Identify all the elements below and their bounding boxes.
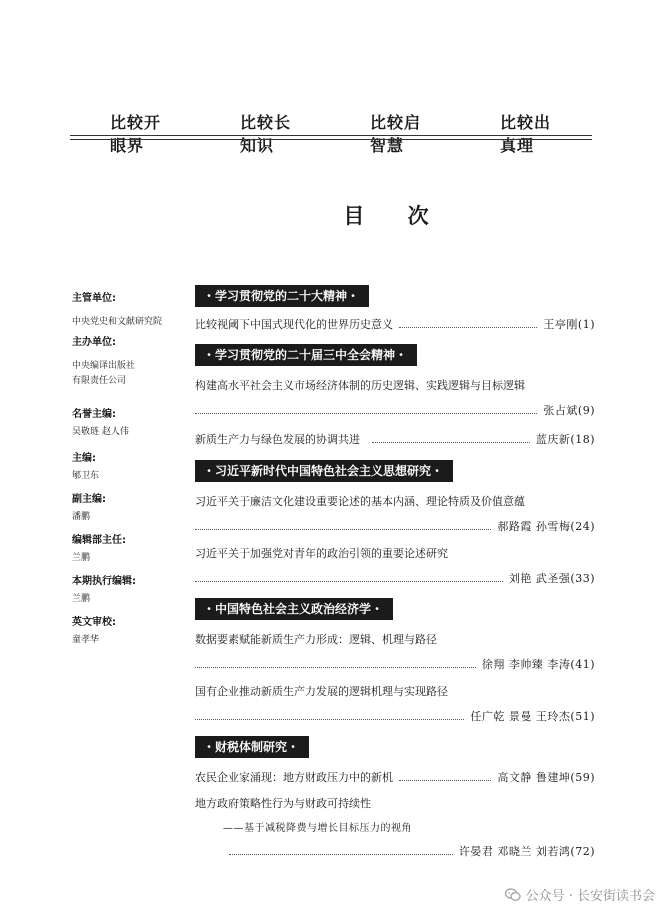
toc-section <box>195 736 595 859</box>
toc-section <box>195 598 595 724</box>
table-of-contents <box>195 285 595 859</box>
masthead-label: 英文审校: <box>72 617 116 628</box>
entry-authors: 高文静 鲁建坤(59) <box>497 771 595 784</box>
leader-dots <box>195 718 464 720</box>
leader-dots <box>195 580 503 582</box>
entry-authors: 蓝庆新(18) <box>535 433 595 446</box>
masthead-label: 本期执行编辑: <box>72 576 136 587</box>
entry-subtitle: ——基于减税降费与增长目标压力的视角 <box>223 823 412 834</box>
masthead-value: 兰鹏 <box>72 594 91 604</box>
entry-title: 地方政府策略性行为与财政可持续性 <box>195 797 371 810</box>
entry-title: 数据要素赋能新质生产力形成：逻辑、机理与路径 <box>195 633 437 646</box>
masthead-value: 兰鹏 <box>72 553 91 563</box>
contents-title: 目 次 <box>343 204 447 228</box>
toc-entry[interactable] <box>195 631 595 672</box>
entry-authors: 王亭刚(1) <box>543 318 595 331</box>
masthead-value: 郇卫东 <box>72 471 100 481</box>
entry-title: 习近平关于加强党对青年的政治引领的重要论述研究 <box>195 547 448 560</box>
masthead-value: 中央编译出版社 有限责任公司 <box>72 361 136 386</box>
leader-dots <box>195 412 537 414</box>
masthead-label: 主办单位: <box>72 337 116 348</box>
section-heading: ・中国特色社会主义政治经济学・ <box>195 598 393 620</box>
masthead-label: 主管单位: <box>72 293 116 304</box>
section-heading: ・习近平新时代中国特色社会主义思想研究・ <box>195 460 453 482</box>
toc-section <box>195 285 595 338</box>
toc-entry[interactable] <box>195 795 595 859</box>
masthead-label: 主编: <box>72 453 96 464</box>
slogan-phrase: 比较开眼界 <box>110 113 162 155</box>
toc-entry[interactable] <box>195 431 595 447</box>
watermark-text: 公众号 · 长安街读书会 <box>525 889 655 904</box>
entry-title: 农民企业家涌现：地方财政压力中的新机 <box>195 771 393 784</box>
wechat-icon <box>505 888 521 902</box>
leader-dots <box>195 666 476 668</box>
entry-authors: 徐翔 李帅臻 李涛(41) <box>481 658 595 671</box>
leader-dots <box>399 326 537 328</box>
section-heading: ・学习贯彻党的二十大精神・ <box>195 285 369 307</box>
toc-entry[interactable] <box>195 493 595 534</box>
leader-dots <box>195 528 491 530</box>
toc-entry[interactable] <box>195 316 595 338</box>
toc-entry[interactable] <box>195 545 595 586</box>
toc-entry[interactable] <box>195 683 595 724</box>
toc-entry[interactable] <box>195 377 595 418</box>
toc-entry[interactable] <box>195 769 595 785</box>
masthead <box>72 292 192 648</box>
slogan-phrase: 比较启智慧 <box>370 113 422 155</box>
masthead-item <box>72 575 192 616</box>
masthead-item <box>72 493 192 534</box>
masthead-value: 童孝华 <box>72 635 100 645</box>
masthead-item <box>72 408 192 452</box>
section-heading: ・财税体制研究・ <box>195 736 309 758</box>
entry-authors: 任广乾 景曼 王玲杰(51) <box>470 710 595 723</box>
masthead-value: 中央党史和文献研究院 <box>72 317 163 327</box>
masthead-item <box>72 452 192 493</box>
entry-title: 新质生产力与绿色发展的协调共进 <box>195 433 360 446</box>
leader-dots <box>229 853 453 855</box>
slogan-phrase: 比较出真理 <box>500 113 552 155</box>
entry-authors: 张占斌(9) <box>543 404 595 417</box>
entry-title: 习近平关于廉洁文化建设重要论述的基本内涵、理论特质及价值意蕴 <box>195 495 525 508</box>
slogan-phrase: 比较长知识 <box>240 113 292 155</box>
entry-authors: 许晏君 邓晓兰 刘若鸿(72) <box>458 845 595 858</box>
entry-title: 国有企业推动新质生产力发展的逻辑机理与实现路径 <box>195 685 448 698</box>
wechat-watermark <box>505 885 655 904</box>
leader-dots <box>399 779 491 781</box>
masthead-value: 吴敬琏 赵人伟 <box>72 427 129 437</box>
leader-dots <box>372 441 530 443</box>
toc-section <box>195 344 595 447</box>
toc-section <box>195 460 595 586</box>
section-heading: ・学习贯彻党的二十届三中全会精神・ <box>195 344 417 366</box>
masthead-value: 潘鹏 <box>72 512 91 522</box>
entry-title: 构建高水平社会主义市场经济体制的历史逻辑、实践逻辑与目标逻辑 <box>195 379 525 392</box>
entry-authors: 刘艳 武圣强(33) <box>508 572 595 585</box>
slogan-banner <box>72 110 592 156</box>
masthead-item <box>72 336 192 408</box>
entry-authors: 郝路霞 孙雪梅(24) <box>497 520 595 533</box>
slogan-double-rule <box>70 135 592 140</box>
masthead-label: 副主编: <box>72 494 106 505</box>
masthead-item <box>72 534 192 575</box>
masthead-item <box>72 292 192 336</box>
masthead-label: 编辑部主任: <box>72 535 126 546</box>
masthead-item <box>72 616 192 648</box>
entry-title: 比较视阈下中国式现代化的世界历史意义 <box>195 318 393 331</box>
masthead-label: 名誉主编: <box>72 409 116 420</box>
